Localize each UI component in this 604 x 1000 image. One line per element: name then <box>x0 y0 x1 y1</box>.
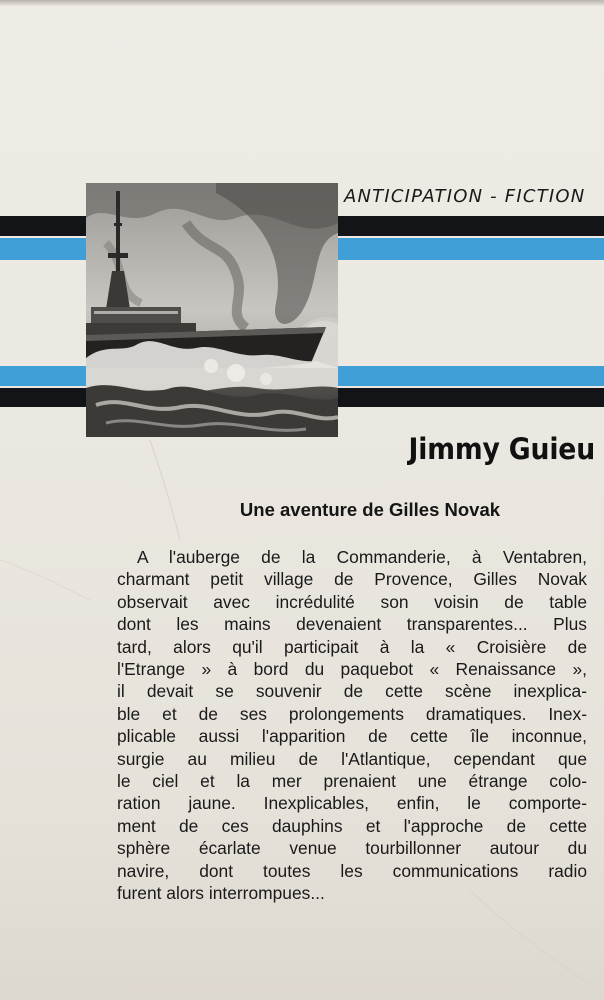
blurb-line: navire, dont toutes les communications radio <box>117 860 587 881</box>
book-subtitle: Une aventure de Gilles Novak <box>239 499 501 520</box>
blurb-line: le ciel et la mer prenaient une étrange colo- <box>117 771 587 792</box>
blurb-line: charmant petit village de Provence, Gilles Novak <box>117 569 587 590</box>
blurb-line: ble et de ses prolongements dramatiques. Inex- <box>117 703 587 724</box>
blurb-line: observait avec incrédulité son voisin de table <box>117 591 587 612</box>
blurb-line: dont les mains devenaient transparentes... Plus <box>117 614 587 635</box>
blurb-line: ment de ces dauphins et l'approche de cette <box>117 815 587 836</box>
blurb-line: plicable aussi l'apparition de cette île inconnue, <box>117 726 587 747</box>
blurb-line: sphère écarlate venue tourbillonner autour du <box>117 838 587 859</box>
blurb-line: A l'auberge de la Commanderie, à Ventabren, <box>137 547 587 567</box>
ship-in-storm-illustration <box>86 183 338 437</box>
blurb-line: furent alors interrompues... <box>117 883 325 904</box>
blurb-line: surgie au milieu de l'Atlantique, cependant que <box>117 748 587 769</box>
ship-illustration-svg <box>86 183 338 437</box>
series-label: ANTICIPATION - FICTION <box>344 186 586 207</box>
blurb-line: il devait se souvenir de cette scène inexplica- <box>117 681 587 702</box>
blurb-line: ration jaune. Inexplicables, enfin, le comporte- <box>117 793 587 814</box>
author-name: Jimmy Guieu <box>408 432 595 466</box>
back-cover-blurb <box>117 546 587 905</box>
blurb-line: tard, alors qu'il participait à la « Croisière de <box>117 636 587 657</box>
blurb-line: l'Etrange » à bord du paquebot « Renaissance », <box>117 659 587 680</box>
cover-top-edge <box>0 0 604 6</box>
